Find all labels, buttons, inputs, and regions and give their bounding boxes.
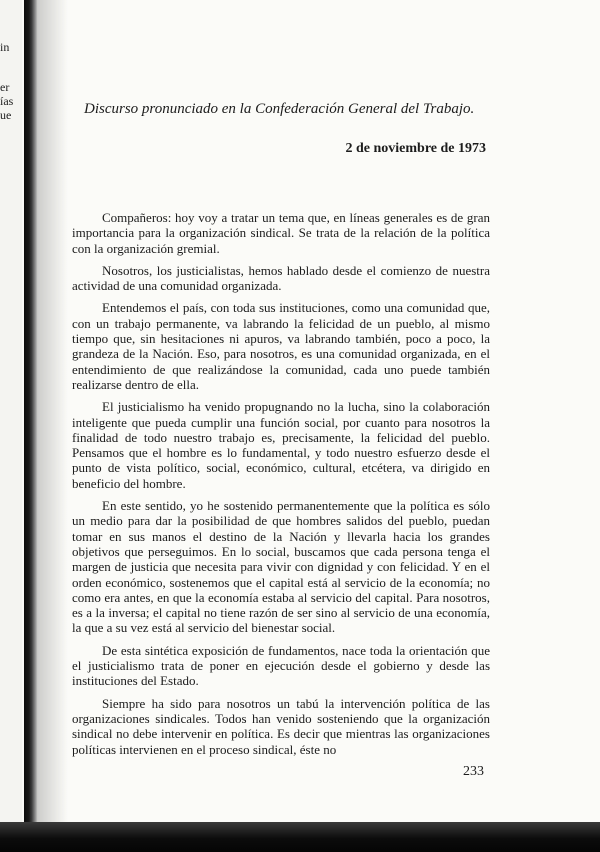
previous-page-edge bbox=[0, 0, 22, 852]
paragraph: Compañeros: hoy voy a tratar un tema que, en líneas generales es de gran importancia para la organización sindical. Se trata de la relación de la política con la organización gremial. bbox=[72, 210, 490, 256]
previous-page-fragment: ue bbox=[0, 108, 12, 122]
paragraph: De esta sintética exposición de fundamentos, nace toda la orientación que el justicialismo trata de poner en ejecución desde el gobierno y desde las instituciones del Estado. bbox=[72, 642, 490, 689]
paragraph: Siempre ha sido para nosotros un tabú la intervención política de las organizaciones sindicales. Todos han venido sosteniendo que la organización sindical no debe intervenir en política. Es decir que mientras las organizaciones políticas intervienen en el proceso sindical, éste no bbox=[72, 695, 490, 757]
speech-body bbox=[72, 210, 490, 764]
scan-bottom-shadow bbox=[0, 822, 600, 852]
paragraph: En este sentido, yo he sostenido permanentemente que la política es sólo un medio para dar la posibilidad de que hombres salidos del pueblo, puedan tomar en sus manos el destino de la Nación y llevarla hacia los grandes objetivos que perseguimos. En lo social, buscamos que cada persona tenga el margen de justicia que necesita para vivir con dignidad y con felicidad. Y en el orden económico, sostenemos que el capital está al servicio de la economía; no como era antes, en que la economía estaba al servicio del capital. Para nosotros, es a la inversa; el capital no tiene razón de ser sino al servicio de una economía, la que a su vez está al servicio del bienestar social. bbox=[72, 498, 490, 636]
paragraph: Entendemos el país, con toda sus instituciones, como una comunidad que, con un trabajo permanente, va labrando la felicidad de un pueblo, al mismo tiempo que, sin hesitaciones ni apuros, va labrando también, poco a poco, la grandeza de la Nación. Eso, para nosotros, es una comunidad organizada, en el entendimiento de que realizándose la comunidad, cada uno puede también realizarse dentro de ella. bbox=[72, 300, 490, 392]
previous-page-fragment: er bbox=[0, 80, 10, 94]
speech-title: Discurso pronunciado en la Confederación General del Trabajo. bbox=[84, 101, 475, 117]
book-spine-gutter bbox=[24, 0, 38, 852]
paragraph: Nosotros, los justicialistas, hemos hablado desde el comienzo de nuestra actividad de una comunidad organizada. bbox=[72, 262, 490, 294]
page-number: 233 bbox=[463, 764, 484, 779]
previous-page-fragment: ías bbox=[0, 94, 14, 108]
speech-date: 2 de noviembre de 1973 bbox=[345, 141, 486, 156]
previous-page-fragment: in bbox=[0, 40, 10, 54]
paragraph: El justicialismo ha venido propugnando no la lucha, sino la colaboración inteligente que pueda cumplir una función social, por cuanto para nosotros la finalidad de todo nuestro trabajo es, precisamente, la felicidad del pueblo. Pensamos que el hombre es lo fundamental, y todo nuestro esfuerzo desde el punto de vista político, social, económico, cultural, etcétera, va dirigido en beneficio del hombre. bbox=[72, 399, 490, 491]
gutter-shadow bbox=[38, 0, 68, 852]
